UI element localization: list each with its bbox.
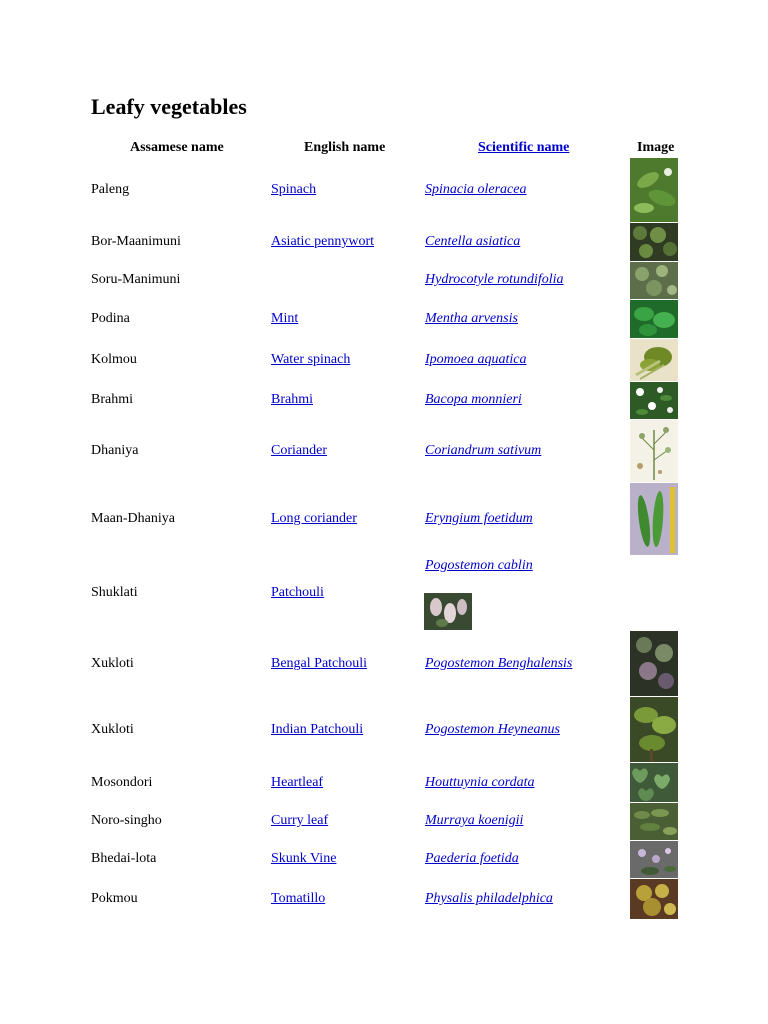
english-name-link[interactable]: Coriander	[271, 443, 327, 458]
bengal-patchouli-photo[interactable]	[630, 631, 678, 696]
scientific-name-link[interactable]: Pogostemon Benghalensis	[425, 656, 573, 671]
tomatillo-photo[interactable]	[630, 879, 678, 919]
english-name-link[interactable]: Tomatillo	[271, 891, 326, 906]
scientific-name-link[interactable]: Houttuynia cordata	[425, 775, 535, 790]
scientific-name-link[interactable]: Ipomoea aquatica	[425, 352, 527, 367]
assamese-name: Xukloti	[91, 722, 134, 737]
header-scientific-name-link[interactable]: Scientific name	[478, 140, 570, 155]
assamese-name: Mosondori	[91, 775, 153, 790]
english-name-link[interactable]: Bengal Patchouli	[271, 656, 368, 671]
scientific-name-link[interactable]: Bacopa monnieri	[425, 392, 522, 407]
assamese-name: Paleng	[91, 182, 130, 197]
assamese-name: Pokmou	[91, 891, 138, 906]
english-name-link[interactable]: Mint	[271, 311, 299, 326]
assamese-name: Bor-Maanimuni	[91, 234, 181, 249]
patchouli-photo[interactable]	[424, 593, 472, 630]
assamese-name: Dhaniya	[91, 443, 139, 458]
scientific-name-link[interactable]: Pogostemon Heyneanus	[425, 722, 560, 737]
assamese-name: Shuklati	[91, 585, 138, 600]
english-name-link[interactable]: Spinach	[271, 182, 317, 197]
assamese-name: Brahmi	[91, 392, 133, 407]
scientific-name-link[interactable]: Murraya koenigii	[425, 813, 524, 828]
header-image: Image	[637, 140, 675, 155]
scientific-name-link[interactable]: Centella asiatica	[425, 234, 521, 249]
assamese-name: Kolmou	[91, 352, 137, 367]
english-name-link[interactable]: Water spinach	[271, 352, 351, 367]
assamese-name: Xukloti	[91, 656, 134, 671]
header-english-name: English name	[304, 140, 386, 155]
assamese-name: Noro-singho	[91, 813, 162, 828]
english-name-link[interactable]: Skunk Vine	[271, 851, 337, 866]
spinach-photo[interactable]	[630, 158, 678, 222]
scientific-name-link[interactable]: Coriandrum sativum	[425, 443, 542, 458]
heartleaf-photo[interactable]	[630, 763, 678, 802]
english-name-link[interactable]: Indian Patchouli	[271, 722, 364, 737]
assamese-name: Maan-Dhaniya	[91, 511, 175, 526]
english-name-link[interactable]: Curry leaf	[271, 813, 329, 828]
english-name-link[interactable]: Asiatic pennywort	[271, 234, 375, 249]
scientific-name-link[interactable]: Mentha arvensis	[425, 311, 518, 326]
english-name-link[interactable]: Patchouli	[271, 585, 324, 600]
curry-leaf-photo[interactable]	[630, 803, 678, 840]
brahmi-photo[interactable]	[630, 382, 678, 419]
header-assamese-name: Assamese name	[130, 140, 224, 155]
scientific-name-link[interactable]: Eryngium foetidum	[425, 511, 533, 526]
scientific-name-link[interactable]: Paederia foetida	[425, 851, 519, 866]
assamese-name: Bhedai-lota	[91, 851, 157, 866]
mint-photo[interactable]	[630, 300, 678, 338]
page-title: Leafy vegetables	[91, 94, 247, 119]
assamese-name: Podina	[91, 311, 130, 326]
scientific-name-link[interactable]: Hydrocotyle rotundifolia	[425, 272, 564, 287]
long-coriander-photo[interactable]	[630, 483, 678, 555]
scientific-name-link[interactable]: Physalis philadelphica	[425, 891, 553, 906]
pennywort-photo[interactable]	[630, 223, 678, 261]
english-name-link[interactable]: Long coriander	[271, 511, 357, 526]
english-name-link[interactable]: Heartleaf	[271, 775, 324, 790]
skunk-vine-photo[interactable]	[630, 841, 678, 878]
hydrocotyle-photo[interactable]	[630, 262, 678, 299]
assamese-name: Soru-Manimuni	[91, 272, 181, 287]
english-name-link[interactable]: Brahmi	[271, 392, 313, 407]
scientific-name-link[interactable]: Spinacia oleracea	[425, 182, 527, 197]
coriander-illustration[interactable]	[630, 420, 678, 482]
water-spinach-photo[interactable]	[630, 339, 678, 381]
indian-patchouli-photo[interactable]	[630, 697, 678, 762]
scientific-name-link[interactable]: Pogostemon cablin	[425, 558, 533, 573]
